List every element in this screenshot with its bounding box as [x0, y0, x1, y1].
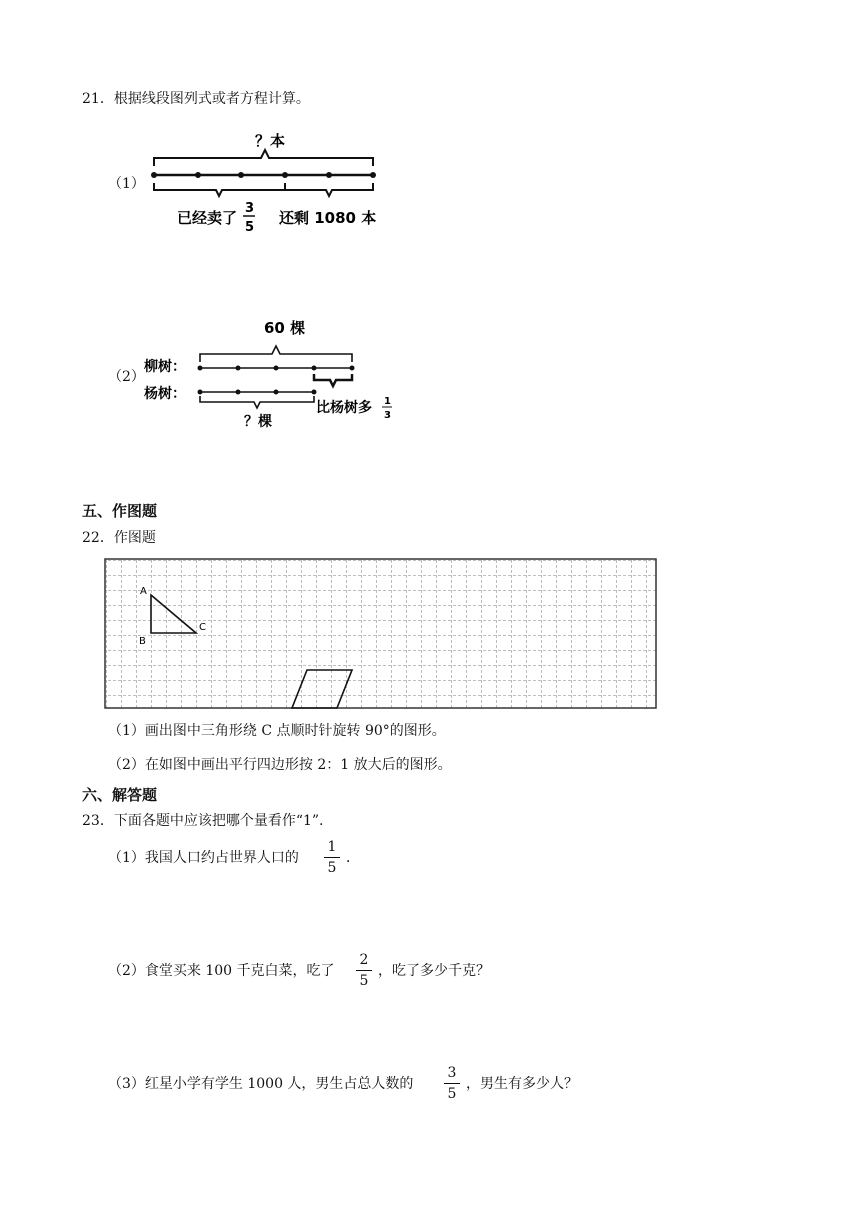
section-5-heading: 五、作图题: [82, 502, 158, 520]
q21-part2-more-fraction-den: 3: [384, 410, 391, 421]
q23-part3-fraction: [444, 1065, 460, 1102]
q21-part1-sold-fraction-den: 5: [245, 220, 255, 235]
q21-part1-sold-fraction-num: 3: [245, 201, 255, 216]
q23-part2-fraction-den: 5: [359, 973, 369, 989]
q22-title: 22．作图题: [82, 530, 156, 546]
q23-part1-text: （1）我国人口约占世界人口的: [108, 850, 299, 866]
q22-drawing-grid: [104, 558, 658, 710]
q23-part1-fraction-bar: [324, 857, 340, 858]
q23-part2-tail: ，吃了多少千克？: [378, 963, 490, 979]
section-6-heading: 六、解答题: [82, 786, 158, 804]
q21-part1-top-label: ？本: [255, 132, 286, 150]
q23-title: 23．下面各题中应该把哪个量看作“1”.: [82, 813, 324, 829]
q23-part3-fraction-den: 5: [447, 1086, 457, 1102]
q21-part2-willow-label: 柳树：: [144, 359, 186, 375]
q23-part2-fraction-num: 2: [359, 952, 369, 968]
q23-part2-fraction: [356, 952, 372, 989]
q23-part2-text: （2）食堂买来 100 千克白菜，吃了: [108, 963, 335, 979]
q22-label-a: A: [140, 586, 147, 597]
q21-part1-remain-label: 还剩 1080 本: [279, 209, 377, 227]
q23-part3-fraction-bar: [444, 1083, 460, 1084]
q22-label-b: B: [139, 636, 146, 647]
q21-part2-line-diagram: [140, 316, 400, 431]
q23-part3-text: （3）红星小学有学生 1000 人，男生占总人数的: [108, 1076, 414, 1092]
q21-part2-number: （2）: [108, 369, 145, 385]
q21-part1-top-brace: [154, 150, 373, 166]
q21-part2-more-label: 比杨树多: [316, 400, 372, 416]
q23-part1-fraction-num: 1: [327, 839, 337, 855]
q21-part1-sold-label: 已经卖了: [177, 209, 238, 227]
q21-part2-more-fraction-num: 1: [384, 396, 391, 407]
q23-part1-fraction-den: 5: [327, 860, 337, 876]
q23-part2-fraction-bar: [356, 970, 372, 971]
q21-title: 21．根据线段图列式或者方程计算。: [82, 91, 310, 107]
q21-part2-poplar-label: 杨树：: [144, 386, 186, 402]
q21-part2-poplar-brace: [200, 396, 314, 408]
q21-part2-top-label: 60 棵: [264, 319, 306, 337]
q21-part2-bottom-label: ？棵: [244, 414, 272, 430]
q23-part1-tail: ．: [346, 850, 360, 866]
q21-part2-top-brace: [200, 346, 352, 362]
q21-part2-more-brace: [314, 374, 352, 386]
q23-part3-tail: ，男生有多少人？: [466, 1076, 578, 1092]
q23-part3-fraction-num: 3: [447, 1065, 457, 1081]
q21-part1-sold-brace: [154, 183, 285, 196]
q21-part1-number: （1）: [108, 176, 145, 192]
q22-part2: （2）在如图中画出平行四边形按 2：1 放大后的图形。: [108, 757, 452, 773]
q22-label-c: C: [199, 622, 206, 633]
q23-part1-fraction: [324, 839, 340, 876]
q21-part1-remain-brace: [285, 183, 373, 196]
q21-part1-line-diagram: [145, 128, 385, 238]
q22-part1: （1）画出图中三角形绕 C 点顺时针旋转 90°的图形。: [108, 723, 446, 739]
